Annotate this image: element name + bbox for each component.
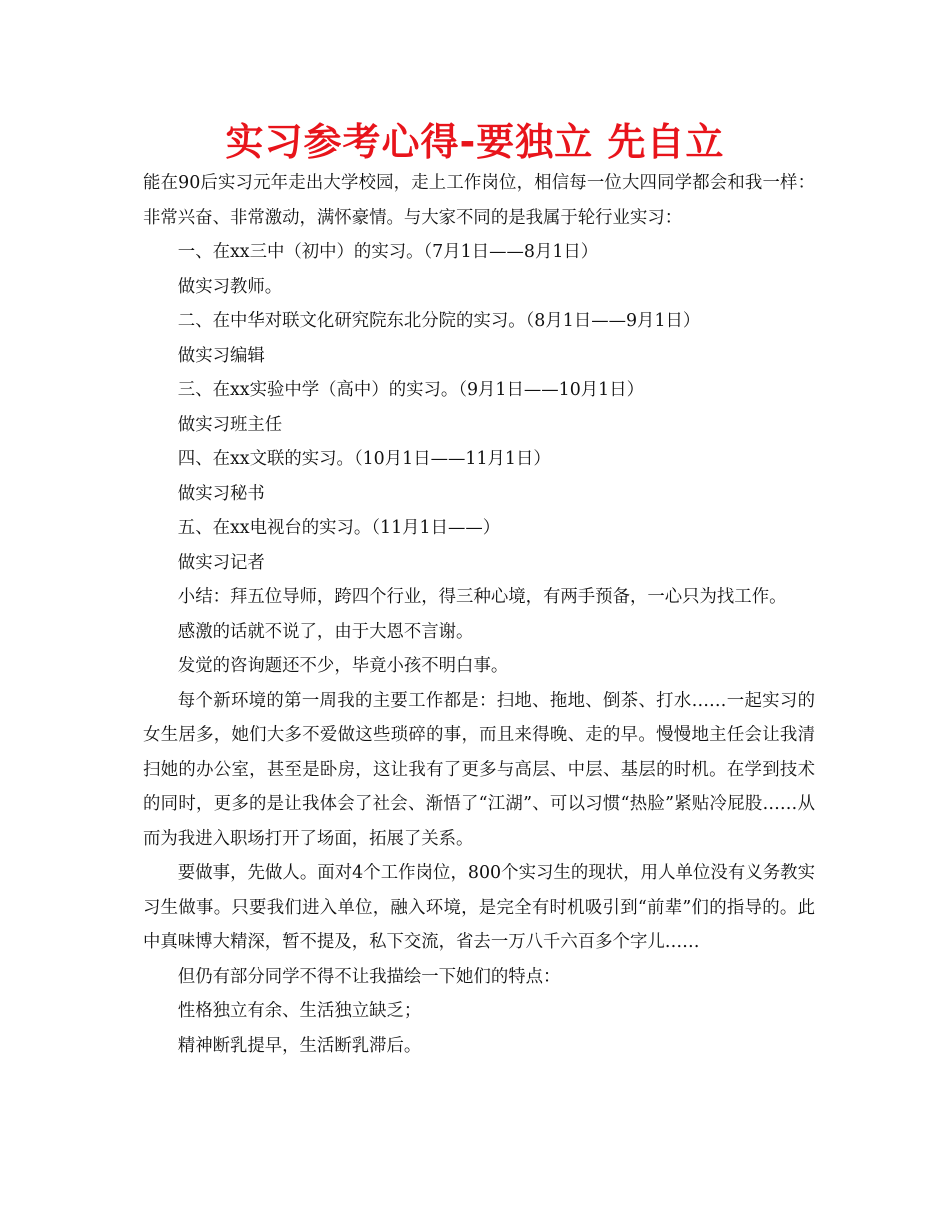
paragraph: 做实习编辑: [177, 345, 265, 366]
paragraph: 做实习秘书: [177, 483, 265, 504]
paragraph: 三、在xx实验中学（高中）的实习。（9月1日——10月1日）: [177, 380, 645, 400]
paragraph: 做实习记者: [177, 552, 265, 573]
paragraph: 但仍有部分同学不得不让我描绘一下她们的特点：: [177, 966, 561, 987]
paragraph: 小结：拜五位导师，跨四个行业，得三种心境，有两手预备，一心只为找工作。: [177, 587, 787, 607]
paragraph: 感激的话就不说了，由于大恩不言谢。: [177, 621, 474, 642]
paragraph: 四、在xx文联的实习。（10月1日——11月1日）: [177, 449, 551, 469]
paragraph: 性格独立有余、生活独立缺乏；: [177, 1001, 422, 1021]
paragraph: 做实习教师。: [177, 276, 283, 297]
paragraph: 二、在中华对联文化研究院东北分院的实习。（8月1日——9月1日）: [177, 311, 701, 331]
paragraph: 五、在xx电视台的实习。（11月1日——）: [177, 518, 501, 538]
paragraph: 要做事，先做人。面对4个工作岗位，800个实习生的现状，用人单位没有义务教实习生做事。只要我们进入单位，融入环境，是完全有时机吸引到“前辈”们的指导的。此中真味博大精深，暂不提及，私下交流，省去一万八千六百多个字儿……: [143, 863, 815, 952]
document-title: 实习参考心得-要独立 先自立: [225, 120, 725, 164]
paragraph: 能在90后实习元年走出大学校园，走上工作岗位，相信每一位大四同学都会和我一样：非常兴奋、非常激动，满怀豪情。与大家不同的是我属于轮行业实习：: [143, 173, 815, 228]
paragraph: 一、在xx三中（初中）的实习。（7月1日——8月1日）: [177, 242, 599, 262]
paragraph: 发觉的咨询题还不少，毕竟小孩不明白事。: [177, 656, 509, 676]
paragraph: 精神断乳提早，生活断乳滞后。: [177, 1035, 422, 1056]
paragraph: 每个新环境的第一周我的主要工作都是：扫地、拖地、倒茶、打水……一起实习的女生居多，她们大多不爱做这些琐碎的事，而且来得晚、走的早。慢慢地主任会让我清扫她的办公室，甚至是卧房，这让我有了更多与高层、中层、基层的时机。在学到技术的同时，更多的是让我体会了社会、渐悟了“江湖”、可以习惯“热脸”紧贴冷屁股……从而为我进入职场打开了场面，拓展了关系。: [143, 690, 815, 849]
document-body: [143, 166, 815, 1063]
paragraph: 做实习班主任: [177, 414, 283, 435]
